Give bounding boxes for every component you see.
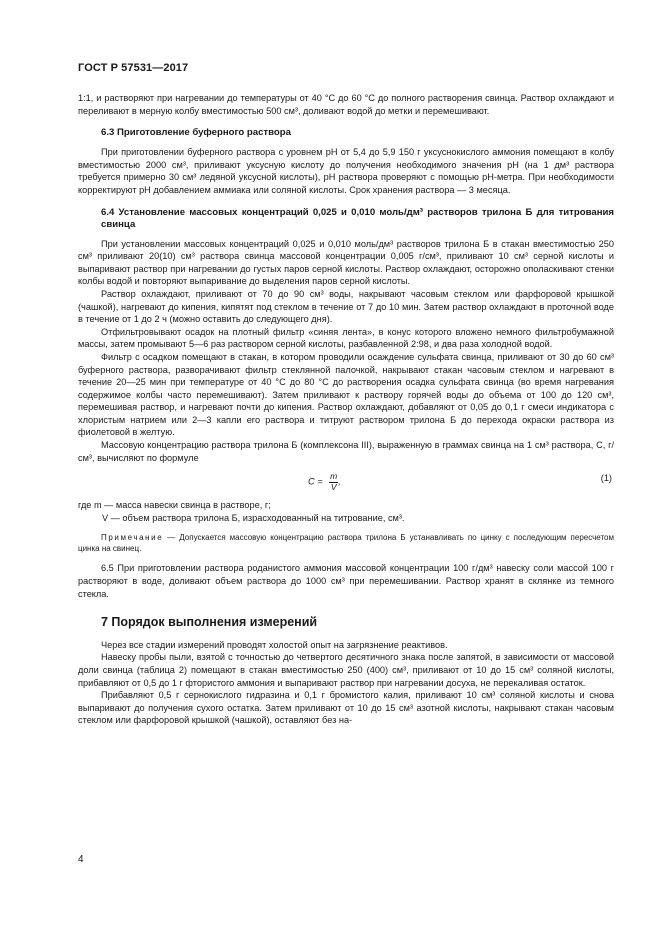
section-6-3-paragraph: При приготовлении буферного раствора с уровнем pH от 5,4 до 5,9 150 г уксуснокислого аммония помещают в колбу вместимостью 2000 см³, приливают уксусную кислоту до получения необходимого значения pH (на 1 дм³ раствора требуется примерно 30 см³ ледяной уксусной кислоты), pH раствора проверяют с помощью pH-метра. При необходимости корректируют pH добавлением аммиака или соляной кислоты. Срок хранения раствора — 3 месяца.	[78, 147, 614, 195]
section-6-4-paragraph-5: Массовую концентрацию раствора трилона Б (комплексона III), выраженную в граммах свинца на 1 см³ раствора, C, г/см³, вычисляют по формуле	[78, 440, 614, 463]
note	[78, 532, 614, 554]
formula-legend-m: где m — масса навески свинца в растворе, г;	[78, 500, 271, 511]
formula-denominator: V	[330, 481, 337, 492]
section-7-heading: 7 Порядок выполнения измерений	[101, 615, 318, 630]
section-6-4-paragraph-1: При установлении массовых концентраций 0,025 и 0,010 моль/дм³ растворов трилона Б в стакан вместимостью 250 см³ приливают 20(10) см³ раствора свинца массовой концентрации 0,005 г/см³, приливают 10 см³ серной кислоты и выпаривают раствор при нагревании до густых паров серной кислоты. Раствор охлаждают, осторожно ополаскивают стенки колбы водой и повторяют выпаривание до выделения паров серной кислоты.	[78, 238, 614, 287]
formula-lhs: C =	[308, 476, 323, 487]
formula-expression	[308, 472, 341, 492]
formula-tail: ,	[338, 476, 341, 487]
formula-number: (1)	[600, 473, 612, 484]
section-6-4-paragraph-2: Раствор охлаждают, приливают от 70 до 90 см³ воды, накрывают часовым стеклом или фарфоровой крышкой (чашкой), нагревают до кипения, кипятят под стеклом в течение от 7 до 10 мин. Затем раствор охлаждают в проточной воде в течение от 1 до 2 ч (можно оставить до следующего дня).	[78, 288, 614, 325]
section-7-paragraph-2: Навеску пробы пыли, взятой с точностью до четвертого десятичного знака после запятой, в зависимости от массовой доли свинца (таблица 2) помещают в стакан вместимостью 250 (400) см³, приливают от 10 до 15 см³ соляной кислоты, прибавляют от 0,5 до 1 г фтористого аммония и выпаривают раствор при нагревании досуха, не перекаливая остаток.	[78, 652, 614, 688]
document-body	[78, 92, 614, 727]
formula-fraction	[329, 472, 338, 492]
section-6-3-heading: 6.3 Приготовление буферного раствора	[101, 127, 291, 139]
standard-header: ГОСТ Р 57531—2017	[78, 62, 189, 74]
section-6-4-paragraph-3: Отфильтровывают осадок на плотный фильтр «синяя лента», в конус которого вложено немного фильтробумажной массы, затем промывают 5—6 раз раствором серной кислоты, разбавленной 2:98, и два раза холодной водой.	[78, 326, 614, 350]
note-label: Примечание	[101, 533, 164, 543]
formula-1	[78, 466, 614, 496]
paragraph-intro: 1:1, и растворяют при нагревании до температуры от 40 °C до 60 °C до полного растворения свинца. Раствор охлаждают и переливают в мерную колбу вместимостью 500 см³, доливают водой до метки и перемешивают.	[78, 93, 614, 116]
formula-numerator: m	[330, 471, 338, 482]
section-6-4-paragraph-4: Фильтр с осадком помещают в стакан, в котором проводили осаждение сульфата свинца, приливают от 30 до 60 см³ буферного раствора, разворачивают фильтр стеклянной палочкой, накрывают стакан часовым стеклом и нагревают в течение 20—25 мин при температуре от 40 °C до 80 °C до растворения осадка сульфата свинца (во время нагревания содержимое колбы часто перемешивают). Затем приливают к раствору горячей воды до объема от 100 до 120 см³, перемешивая раствор, и нагревают почти до кипения. Раствор охлаждают, добавляют от 0,05 до 0,1 г смеси индикатора с хлористым натрием или 2—3 капли его раствора и титруют раствором трилона Б до перехода окраски раствора из фиолетовой в желтую.	[78, 351, 614, 438]
formula-legend-v: V — объем раствора трилона Б, израсходованный на титрование, см³.	[102, 512, 405, 523]
page-number: 4	[78, 854, 84, 865]
section-7-paragraph-3: Прибавляют 0,5 г сернокислого гидразина и 0,1 г бромистого калия, приливают 10 см³ соляной кислоты и снова выпаривают до получения сухого остатка. Затем приливают от 10 до 15 см³ азотной кислоты, накрывают стакан часовым стеклом или фарфоровой крышкой (чашкой), оставляют без на-	[78, 690, 614, 726]
section-6-4-heading: 6.4 Установление массовых концентраций 0,025 и 0,010 моль/дм³ растворов трилона Б для титрования свинца	[101, 206, 614, 231]
section-6-5-paragraph: 6.5 При приготовлении раствора роданистого аммония массовой концентрации 100 г/дм³ навеску соли массой 100 г растворяют в воде, доливают объем раствора до 1000 см³ при перемешивании. Раствор хранят в склянке из темного стекла.	[78, 563, 614, 599]
section-7-paragraph-1: Через все стадии измерений проводят холостой опыт на загрязнение реактивов.	[101, 639, 448, 650]
note-text: — Допускается массовую концентрацию раствора трилона Б устанавливать по цинку с последующим пересчетом цинка на свинец.	[78, 533, 614, 554]
